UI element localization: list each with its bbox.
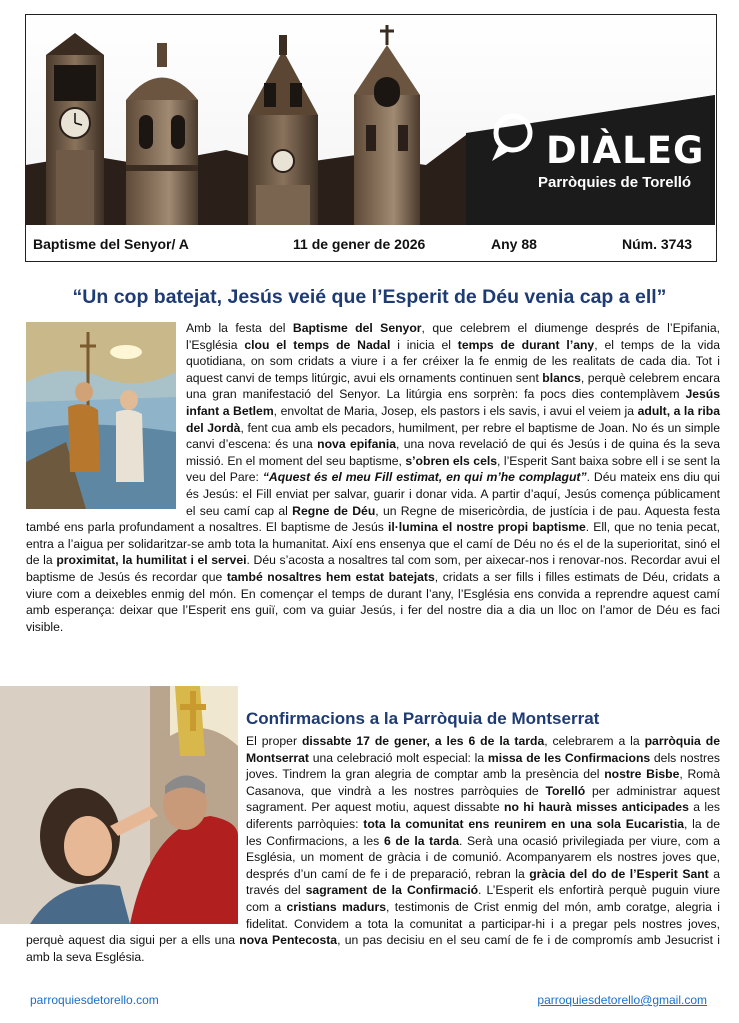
text-run: una celebració molt especial: la (308, 750, 488, 765)
article1 (26, 320, 720, 635)
text-run: per administrar aquest sagrament. Per aquest motiu, aquest dissabte (246, 783, 720, 815)
header-banner (26, 15, 715, 225)
text-run: temps de durant l’any (457, 337, 595, 352)
text-run: dels nostres joves. Tindrem la gran alegria de comptar amb la presència del (246, 750, 720, 782)
text-run: dissabte 17 de gener, a les 6 de la tarda (301, 734, 545, 748)
article2-title: Confirmacions a la Parròquia de Montserrat (246, 709, 600, 728)
text-run: , cridats a ser fills i filles estimats de Déu, cridats a viure com a deixebles enmig del món. En començar el temps de durant l’any, l’Església ens convida a reprendre aquest camí amb esperança: deixar que l’Esperit ens guiï, com va guiar Jesús, i fer del nostre dia a dia un lloc on l’amor de Déu es faci visible. (26, 569, 720, 634)
text-run: El proper (246, 734, 302, 748)
text-run: adult, a la riba del Jordà (186, 403, 720, 435)
text-run: . Déu s’acosta a nosaltres tal com som, per aixecar-nos i renovar-nos. Recordar avui el baptisme de Jesús és recordar que (26, 553, 720, 584)
text-run: parròquia de Montserrat (246, 734, 720, 765)
text-run: , la de les Confirmacions, a les (246, 816, 720, 848)
bell-towers-illustration (26, 15, 715, 225)
text-run: nostre Bisbe (604, 767, 680, 782)
logo-title: DIÀLEG (546, 129, 705, 172)
text-run: 6 de la tarda (383, 833, 459, 848)
text-run: . L’Esperit els enfortirà perquè puguin viure com a (246, 883, 720, 914)
text-run: tota la comunitat ens reunirem en una sola Eucaristia (363, 816, 684, 831)
text-run: Regne de Déu (292, 503, 376, 518)
text-run: . Ell, que no tenia pecat, entra a l’aigua per solidaritzar-se amb tota la humanitat. Així ens ensenya que el camí de Déu no és el de la superioritat, sinó el de la (26, 520, 720, 568)
text-run: Jesús infant a Betlem (186, 387, 720, 418)
text-run: . Serà una ocasió privilegiada per viure, com a Església, un moment de gràcia i de comunió. Acompanyarem els nostres joves que, després d’un camí de fe i de preparació, rebran la (246, 833, 720, 881)
email-link[interactable]: parroquiesdetorello@gmail.com (537, 993, 707, 1007)
baptism-of-jesus-image (26, 322, 176, 509)
text-run: “Aquest és el meu Fill estimat, en qui m’he complagut” (262, 470, 587, 485)
text-run: a través del (246, 866, 720, 898)
text-run: , Romà Casanova, que vindrà a les nostres parròquies de (246, 767, 720, 798)
liturgical-day: Baptisme del Senyor/ A (33, 236, 189, 252)
issue-number: Núm. 3743 (622, 236, 693, 252)
text-run: a les diferents parròquies: (246, 800, 720, 831)
text-run: , testimonis de Crist enmig del món, amb coratge, alegria i fidelitat. Convidem a tota la comunitat a participar-hi i a pregar pels nostres joves, perquè aquest dia sigui per a ells una (26, 899, 720, 948)
article2 (26, 709, 720, 965)
text-run: proximitat, la humilitat i el servei (56, 553, 247, 568)
clock-tower-left (46, 33, 104, 225)
confirmation-bishop-image (0, 686, 238, 924)
text-run: , envoltat de Maria, Josep, els pastors i els savis, i avui el veiem ja (273, 403, 638, 418)
text-run: , que celebrem el diumenge després de l’Epifania, l’Església (186, 321, 721, 352)
issue-info-bar (26, 227, 715, 261)
text-run: , una nova revelació de qui és Jesús i de quina és la seva missió. En el moment del seu baptisme, (186, 437, 721, 468)
text-run: també nosaltres hem estat batejats (226, 569, 435, 584)
article1-title: “Un cop batejat, Jesús veié que l’Esperit de Déu venia cap a ell” (72, 286, 667, 308)
text-run: missa de les Confirmacions (487, 750, 651, 765)
text-run: gràcia del do de l’Esperit Sant (529, 866, 709, 881)
text-run: blancs (542, 370, 581, 385)
logo-subtitle: Parròquies de Torelló (538, 174, 692, 191)
text-run: Amb la festa del (186, 321, 293, 335)
website-link[interactable]: parroquiesdetorello.com (30, 993, 159, 1007)
text-run: . Déu mateix ens diu qui és Jesús: el Fill enviat per salvar, guarir i donar vida. A partir d’aquí, Jesús comença públicament el seu camí cap al (186, 470, 721, 518)
text-run: i inicia el (390, 337, 458, 352)
issue-year: Any 88 (491, 236, 537, 252)
text-run: , celebrarem a la (544, 734, 645, 748)
text-run: nova Pentecosta (239, 933, 338, 948)
text-run: s’obren els cels (405, 453, 498, 468)
header-frame (25, 14, 717, 262)
text-run: Torelló (545, 783, 586, 798)
text-run: clou el temps de Nadal (244, 337, 391, 352)
text-run: , el temps de la vida quotidiana, on som cridats a viure i a fer créixer la fe enmig de les realitats de cada dia. Tot i aquest canvi de temps litúrgic, avui els ornaments continuen sent (186, 337, 720, 385)
text-run: , fent cua amb els pecadors, humilment, per rebre el baptisme de Joan. No és un simple canvi d’escena: és una (186, 420, 720, 452)
text-run: , un pas decisiu en el seu camí de fe i de compromís amb Jesucrist i amb la seva Església. (26, 933, 720, 964)
text-run: , perquè celebrem encara una gran manifestació del Senyor. La litúrgia ens sorprèn: fa pocs dies contemplàvem (186, 370, 720, 402)
text-run: , l’Esperit Sant baixa sobre ell i se sent la veu del Pare: (186, 453, 720, 485)
issue-date: 11 de gener de 2026 (293, 236, 426, 252)
text-run: Baptisme del Senyor (292, 321, 422, 335)
text-run: no hi haurà misses anticipades (504, 800, 689, 815)
text-run: sagrament de la Confirmació (305, 883, 479, 898)
text-run: nova epifania (317, 437, 397, 452)
text-run: cristians madurs (286, 899, 387, 914)
text-run: il·lumina el nostre propi baptisme (387, 520, 586, 535)
text-run: , un Regne de misericòrdia, de justícia i de pau. Aquesta festa també ens parla profundament a nosaltres. El baptisme de Jesús (26, 503, 720, 535)
